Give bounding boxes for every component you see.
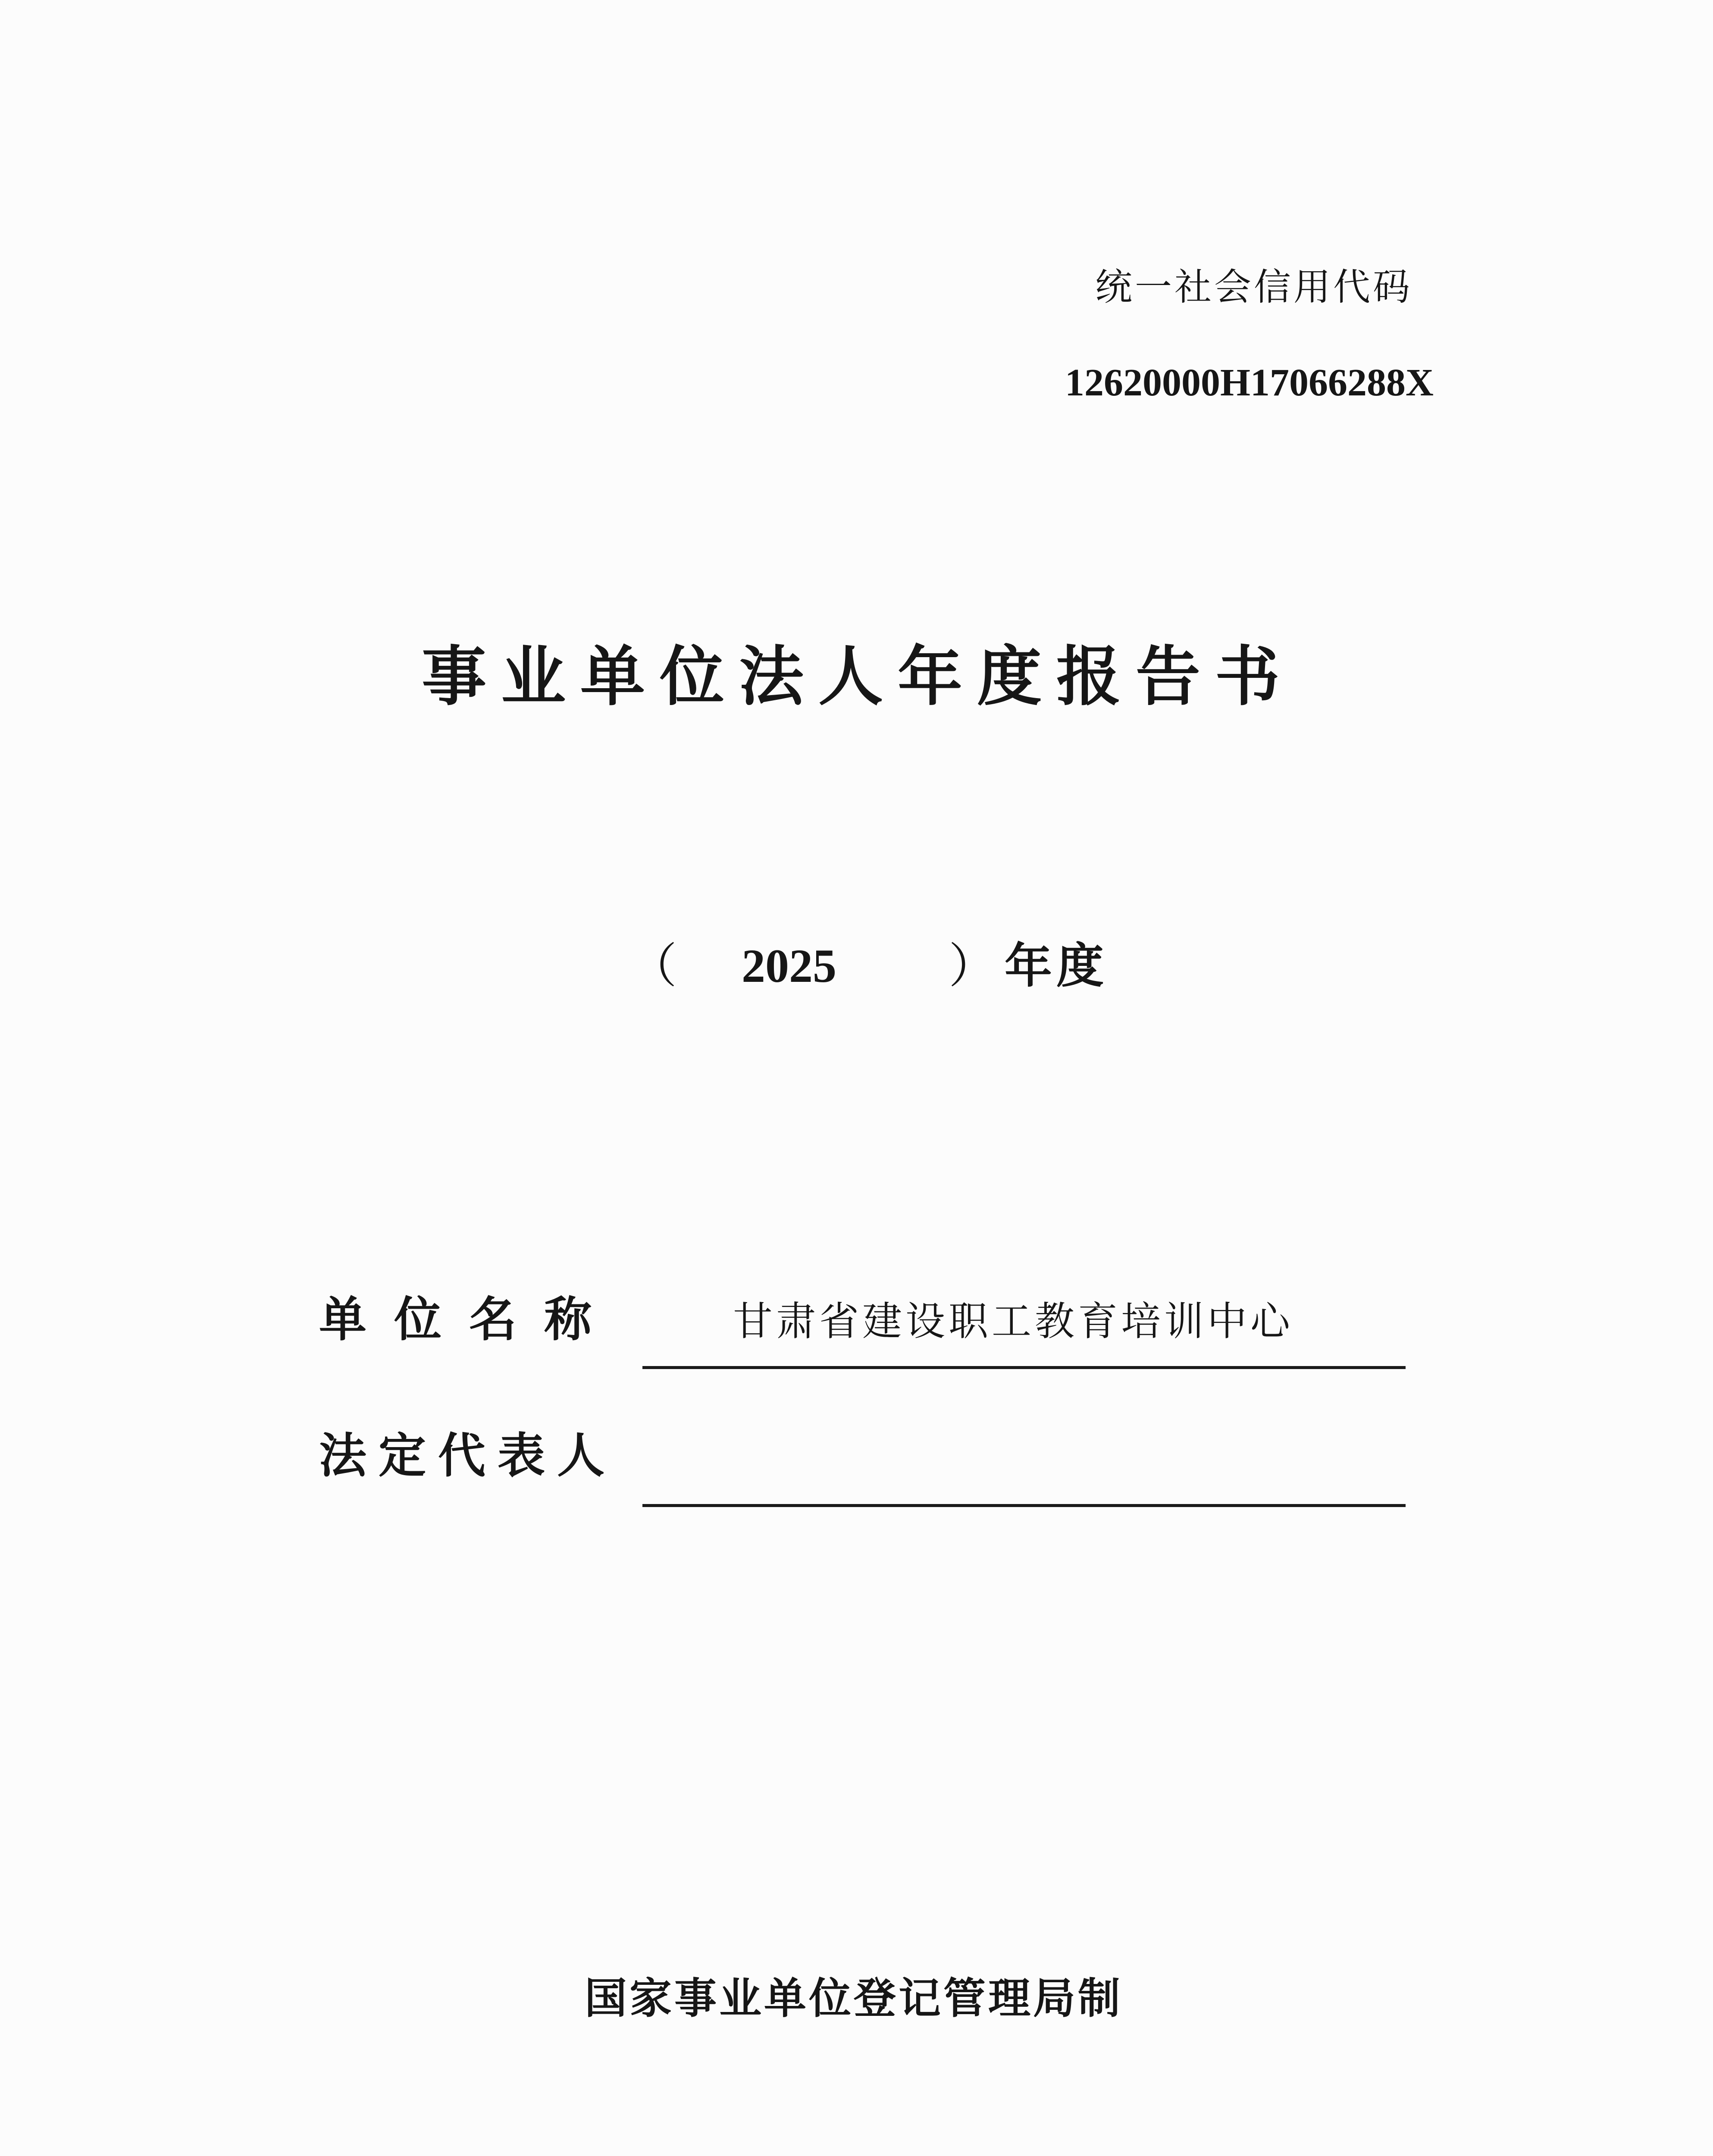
- legal-representative-signature: [811, 1397, 1052, 1526]
- legal-representative-label: 法定代表人: [319, 1428, 617, 1483]
- year-suffix: 年度: [1005, 938, 1108, 993]
- credit-code-label: 统一社会信用代码: [1095, 266, 1412, 309]
- year-close-paren: ）: [949, 938, 996, 993]
- year-open-paren: （: [629, 938, 677, 993]
- issuing-authority: 国家事业单位登记管理局制: [584, 1974, 1123, 2023]
- report-year-line: [604, 931, 1164, 1000]
- credit-code-value: 12620000H17066288X: [1065, 361, 1434, 404]
- report-title: 事业单位法人年度报告书: [421, 639, 1294, 714]
- unit-name-label: 单位名称: [319, 1292, 619, 1347]
- unit-name-value: 甘肃省建设职工教育培训中心: [733, 1298, 1294, 1344]
- report-year: 2025: [742, 940, 836, 992]
